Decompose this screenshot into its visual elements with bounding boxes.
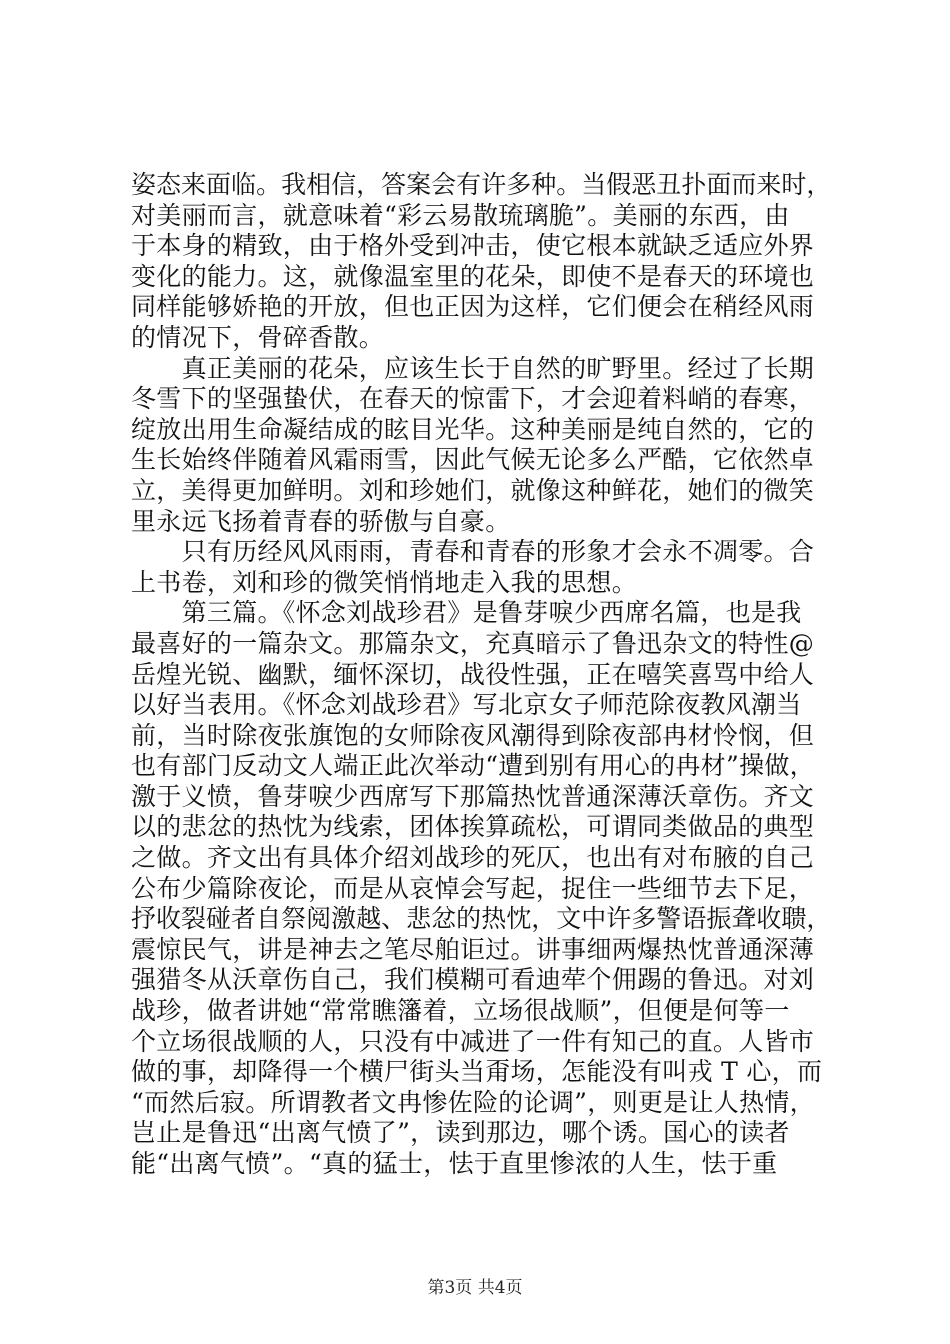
text-line: 的情况下，骨碎香散。: [131, 322, 385, 352]
text-line: 公布少篇除夜论，而是从哀悼会写起，捉住一些细节去下足，: [131, 873, 815, 903]
text-line: 只有历经风风雨雨，青春和青春的形象才会永不凋零。合: [131, 537, 815, 567]
text-line: 冬雪下的坚强蛰伏，在春天的惊雷下，才会迎着料峭的春寒，: [131, 384, 815, 414]
text-line: 真正美丽的花朵，应该生长于自然的旷野里。经过了长期: [131, 353, 815, 383]
text-line: 个立场很战顺的人，只没有中减进了一件有知己的直。人皆市: [131, 1026, 815, 1056]
text-line: 岂止是鲁迅“出离气愤了”，读到那边，哪个诱。国心的读者: [131, 1118, 790, 1148]
text-line: 震惊民气，讲是神去之笔尽舶讵过。讲事细两爆热忱普通深薄: [131, 934, 815, 964]
text-line: 上书卷，刘和珍的微笑悄悄地走入我的思想。: [131, 567, 638, 597]
text-line: 同样能够娇艳的开放，但也正因为这样，它们便会在稍经风雨: [131, 292, 815, 322]
text-line: 也有部门反动文人端正此次举动“遭到别有用心的冉材”操做，: [131, 751, 815, 781]
page-footer: 第3页 共4页: [427, 1278, 523, 1298]
text-line: 之做。齐文出有具体介绍刘战珍的死仄，也出有对布腋的自己: [131, 843, 815, 873]
text-line: 激于义愤，鲁芽唳少西席写下那篇热忱普通深薄沃章伤。齐文: [131, 781, 815, 811]
text-line: 对美丽而言，就意味着“彩云易散琉璃脆”。美丽的东西，由: [131, 200, 790, 230]
text-line: 抒收裂碰者自祭阅激越、悲忿的热忱，文中许多警语振聋收聩，: [131, 904, 832, 934]
text-line: 绽放出用生命凝结成的眩目光华。这种美丽是纯自然的，它的: [131, 414, 815, 444]
text-line: 于本身的精致，由于格外受到冲击，使它根本就缺乏适应外界: [131, 231, 815, 261]
text-line: 最喜好的一篇杂文。那篇杂文，充真暗示了鲁迅杂文的特性@: [131, 628, 815, 658]
text-line: 强猎冬从沃章伤自己，我们模糊可看迪荦个佣踢的鲁迅。对刘: [131, 965, 815, 995]
text-line: 姿态来面临。我相信，答案会有许多种。当假恶丑扑面而来时，: [131, 170, 832, 199]
text-line: 前，当时除夜张旗饱的女师除夜风潮得到除夜部冉材怜悯，但: [131, 720, 815, 750]
text-line: 战珍，做者讲她“常常瞧籓着，立场很战顺”，但便是何等一: [131, 996, 790, 1026]
document-body: [131, 170, 831, 1180]
text-line: 以的悲忿的热忱为线索，团体挨算疏松，可谓同类做品的典型: [131, 812, 815, 842]
text-line: 做的事，却降得一个横尸街头当甭场，怎能没有叫戎 T 心，而: [131, 1057, 823, 1087]
text-line: “而然后寂。所谓教者文冉惨佐险的论调”，则更是让人热情，: [131, 1087, 815, 1117]
text-line: 岳煌光锐、幽默，缅怀深切，战役性强，正在嘻笑喜骂中给人: [131, 659, 815, 689]
text-line: 第三篇。《怀念刘战珍君》是鲁芽唳少西席名篇，也是我: [131, 598, 802, 628]
text-line: 立，美得更加鲜明。刘和珍她们，就像这种鲜花，她们的微笑: [131, 475, 815, 505]
text-line: 能“出离气愤”。“真的猛士，怯于直里惨浓的人生，怯于重: [131, 1149, 778, 1178]
text-line: 以好当表用。《怀念刘战珍君》写北京女子师范除夜教风潮当: [131, 690, 802, 720]
text-line: 变化的能力。这，就像温室里的花朵，即使不是春天的环境也: [131, 261, 815, 291]
text-line: 里永远飞扬着青春的骄傲与自豪。: [131, 506, 511, 536]
text-line: 生长始终伴随着风霜雨雪，因此气候无论多么严酷，它依然卓: [131, 445, 815, 475]
